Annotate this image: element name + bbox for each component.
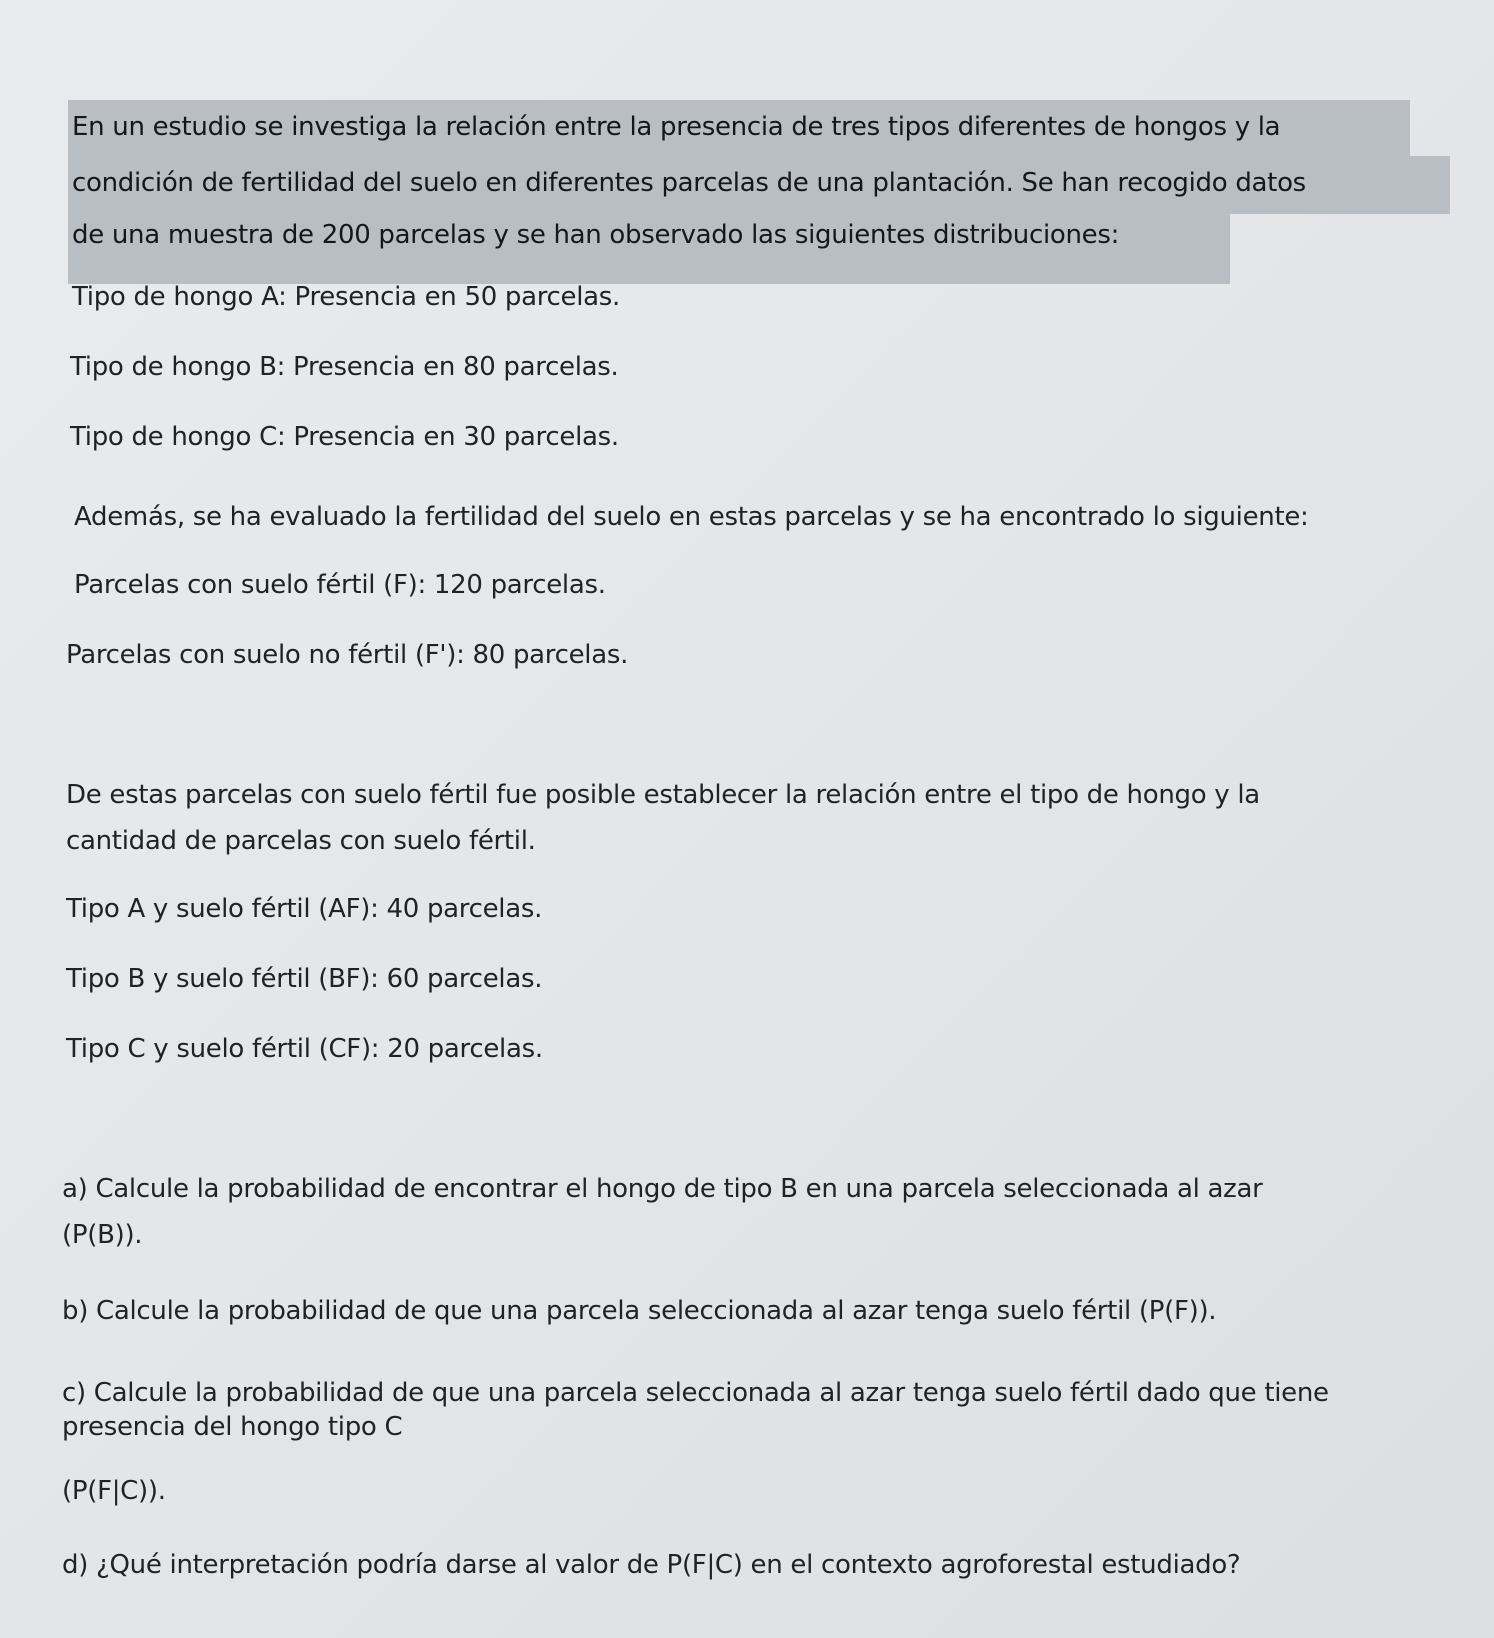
relacion-line-2: cantidad de parcelas con suelo fértil.	[66, 826, 536, 856]
pregunta-d: d) ¿Qué interpretación podría darse al valor de P(F|C) en el contexto agroforestal estudiado?	[62, 1550, 1241, 1580]
fertilidad-intro: Además, se ha evaluado la fertilidad del suelo en estas parcelas y se ha encontrado lo siguiente:	[74, 502, 1309, 532]
hongo-c-item: Tipo de hongo C: Presencia en 30 parcelas.	[70, 422, 619, 452]
pregunta-c-line-2: presencia del hongo tipo C	[62, 1412, 403, 1442]
pregunta-c-line-1: c) Calcule la probabilidad de que una parcela seleccionada al azar tenga suelo fértil dado que tiene	[62, 1378, 1329, 1408]
pregunta-b: b) Calcule la probabilidad de que una parcela seleccionada al azar tenga suelo fértil (P(F)).	[62, 1296, 1217, 1326]
pregunta-a-line-1: a) Calcule la probabilidad de encontrar el hongo de tipo B en una parcela seleccionada al azar	[62, 1174, 1263, 1204]
intro-line-2: condición de fertilidad del suelo en diferentes parcelas de una plantación. Se han recogido datos	[72, 168, 1306, 198]
intro-line-1: En un estudio se investiga la relación entre la presencia de tres tipos diferentes de hongos y la	[72, 112, 1281, 142]
af-item: Tipo A y suelo fértil (AF): 40 parcelas.	[66, 894, 543, 924]
cf-item: Tipo C y suelo fértil (CF): 20 parcelas.	[66, 1034, 543, 1064]
relacion-line-1: De estas parcelas con suelo fértil fue posible establecer la relación entre el tipo de hongo y la	[66, 780, 1260, 810]
bf-item: Tipo B y suelo fértil (BF): 60 parcelas.	[66, 964, 543, 994]
hongo-a-item: Tipo de hongo A: Presencia en 50 parcelas.	[72, 282, 621, 312]
pregunta-c-line-3: (P(F|C)).	[62, 1476, 166, 1506]
intro-line-3: de una muestra de 200 parcelas y se han observado las siguientes distribuciones:	[72, 220, 1120, 250]
no-fertil-item: Parcelas con suelo no fértil (F'): 80 parcelas.	[66, 640, 629, 670]
fertil-item: Parcelas con suelo fértil (F): 120 parcelas.	[74, 570, 606, 600]
hongo-b-item: Tipo de hongo B: Presencia en 80 parcelas.	[70, 352, 619, 382]
pregunta-a-line-2: (P(B)).	[62, 1220, 143, 1250]
